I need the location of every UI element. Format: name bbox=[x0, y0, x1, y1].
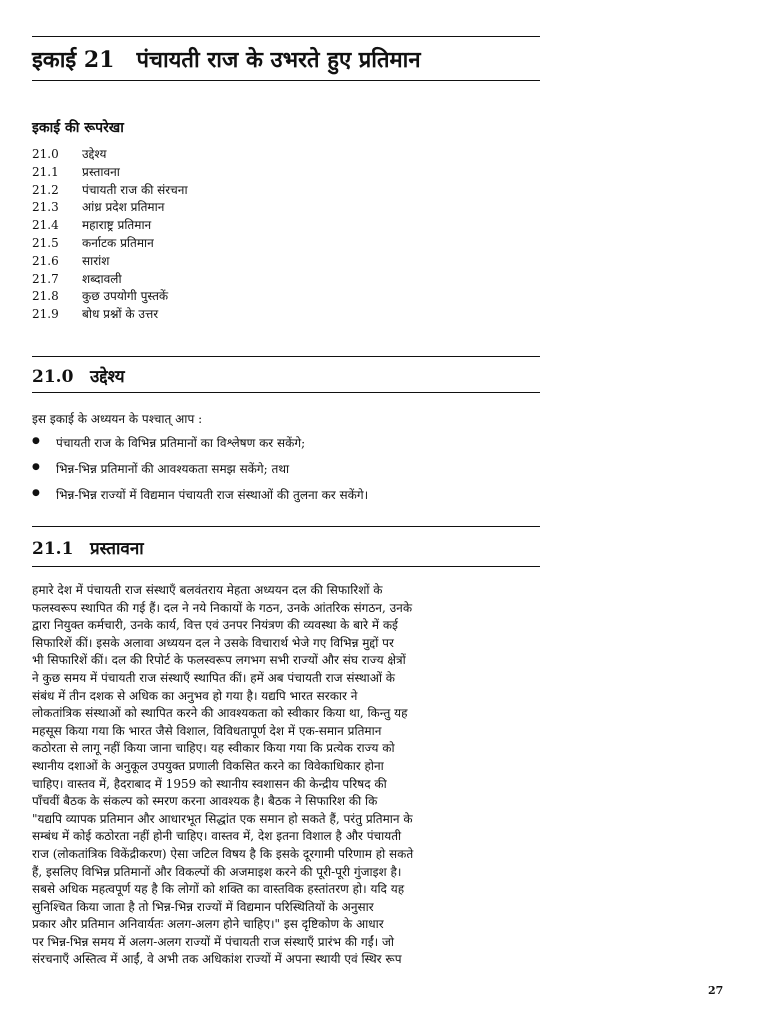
objectives-intro: इस इकाई के अध्ययन के पश्चात् आप : bbox=[32, 412, 203, 426]
paragraph-line: राज (लोकतांत्रिक विकेंद्रीकरण) ऐसा जटिल विषय है कि इसके दूरगामी परिणाम हो सकते bbox=[32, 846, 414, 861]
paragraph-line: सिफारिशें कीं। इसके अलावा अध्ययन दल ने उसके विचारार्थ भेजे गए विभिन्न मुद्दों पर bbox=[32, 635, 394, 650]
outline-item-label: कर्नाटक प्रतिमान bbox=[82, 235, 154, 250]
paragraph-line: स्थानीय दशाओं के अनुकूल उपयुक्त प्रणाली विकसित करने का विवेकाधिकार होना bbox=[32, 758, 384, 773]
outline-item-number: 21.2 bbox=[32, 182, 59, 197]
outline-item-number: 21.5 bbox=[32, 235, 59, 250]
outline-item-label: बोध प्रश्नों के उत्तर bbox=[82, 307, 159, 322]
outline-item-label: उद्देश्य bbox=[82, 147, 107, 161]
section-introduction-heading bbox=[32, 536, 144, 559]
outline-item-number: 21.6 bbox=[32, 253, 59, 268]
outline-item-label: पंचायती राज की संरचना bbox=[82, 182, 188, 197]
paragraph-line: लोकतांत्रिक संस्थाओं को स्थापित करने की आवश्यकता को स्वीकार किया था, किन्तु यह bbox=[32, 706, 408, 721]
paragraph-line: "यद्यपि व्यापक प्रतिमान और आधारभूत सिद्धांत एक समान हो सकते हैं, परंतु प्रतिमान के bbox=[32, 811, 413, 826]
paragraph-line: भी सिफारिशें कीं। दल की रिपोर्ट के फलस्वरूप लगभग सभी राज्यों और संघ राज्य क्षेत्रों bbox=[32, 653, 406, 668]
paragraph-line: हमारे देश में पंचायती राज संस्थाएँ बलवंतराय मेहता अध्ययन दल की सिफारिशों के bbox=[32, 583, 383, 597]
paragraph-line: पाँचवीं बैठक के संकल्प को स्मरण करना आवश्यक है। बैठक ने सिफारिश की कि bbox=[32, 794, 378, 809]
paragraph-line: हैं, इसलिए विभिन्न प्रतिमानों और विकल्पों की अजमाइश करने की पूरी-पूरी गुंजाइश है। bbox=[32, 864, 402, 879]
paragraph-line: प्रकार और प्रतिमान अनिवार्यतः अलग-अलग होने चाहिए।" इस दृष्टिकोण के आधार bbox=[32, 917, 384, 932]
outline-item-number: 21.9 bbox=[32, 307, 59, 322]
outline-item bbox=[32, 182, 188, 200]
section-objectives-heading bbox=[32, 364, 125, 387]
outline-item-label: प्रस्तावना bbox=[82, 164, 120, 179]
paragraph-line: महसूस किया गया कि भारत जैसे विशाल, विविधतापूर्ण देश में एक-समान प्रतिमान bbox=[32, 723, 382, 738]
objective-item bbox=[32, 434, 368, 460]
unit-number: इकाई 21 bbox=[32, 47, 115, 73]
outline-item-number: 21.4 bbox=[32, 218, 59, 233]
unit-title bbox=[32, 44, 540, 74]
objective-text: पंचायती राज के विभिन्न प्रतिमानों का विश्लेषण कर सकेंगे; bbox=[56, 436, 306, 450]
outline-item bbox=[32, 164, 188, 182]
outline-item-number: 21.8 bbox=[32, 289, 59, 304]
page-number: 27 bbox=[708, 984, 724, 997]
introduction-paragraph bbox=[32, 582, 542, 969]
outline-item-label: शब्दावली bbox=[82, 271, 122, 286]
paragraph-line: चाहिए। वास्तव में, हैदराबाद में 1959 को स्थानीय स्वशासन की केन्द्रीय परिषद की bbox=[32, 776, 387, 791]
title-bottom-rule bbox=[32, 80, 540, 81]
section-title: उद्देश्य bbox=[90, 367, 125, 387]
paragraph-line: कठोरता से लागू नहीं किया जाना चाहिए। यह स्वीकार किया गया कि प्रत्येक राज्य को bbox=[32, 741, 395, 756]
objective-text: भिन्न-भिन्न राज्यों में विद्यमान पंचायती राज संस्थाओं की तुलना कर सकेंगे। bbox=[56, 488, 369, 502]
outline-item-label: सारांश bbox=[82, 253, 110, 268]
section-objectives-top-rule bbox=[32, 356, 540, 357]
objectives-list bbox=[32, 434, 368, 512]
paragraph-line: संबंध में तीन दशक से अधिक का अनुभव हो गया है। यद्यपि भारत सरकार ने bbox=[32, 688, 358, 703]
objective-item bbox=[32, 486, 368, 512]
section-number: 21.1 bbox=[32, 539, 74, 559]
paragraph-line: सबसे अधिक महत्वपूर्ण यह है कि लोगों को शक्ति का वास्तविक हस्तांतरण हो। यदि यह bbox=[32, 882, 405, 897]
outline-item-label: कुछ उपयोगी पुस्तकें bbox=[82, 289, 169, 304]
bullet-icon: ● bbox=[32, 462, 40, 472]
paragraph-line: सुनिश्चित किया जाता है तो भिन्न-भिन्न राज्यों में विद्यमान परिस्थितियों के अनुसार bbox=[32, 899, 374, 914]
section-introduction-bottom-rule bbox=[32, 566, 540, 567]
outline-item bbox=[32, 306, 188, 324]
section-introduction-top-rule bbox=[32, 526, 540, 527]
outline-item bbox=[32, 288, 188, 306]
title-top-rule bbox=[32, 36, 540, 37]
paragraph-line: ने कुछ समय में पंचायती राज संस्थाएँ स्थापित कीं। हमें अब पंचायती राज संस्थाओं के bbox=[32, 670, 396, 685]
paragraph-line: फलस्वरूप स्थापित की गई हैं। दल ने नये निकायों के गठन, उनके आंतरिक संगठन, उनके bbox=[32, 600, 413, 615]
section-objectives-bottom-rule bbox=[32, 392, 540, 393]
unit-title-text: पंचायती राज के उभरते हुए प्रतिमान bbox=[136, 47, 421, 73]
bullet-icon: ● bbox=[32, 488, 40, 498]
outline-list bbox=[32, 146, 188, 324]
paragraph-line: संरचनाएँ अस्तित्व में आईं, वे अभी तक अधिकांश राज्यों में अपना स्थायी एवं स्थिर रूप bbox=[32, 952, 402, 967]
outline-item-number: 21.1 bbox=[32, 164, 59, 179]
paragraph-line: सम्बंध में कोई कठोरता नहीं होनी चाहिए। वास्तव में, देश इतना विशाल है और पंचायती bbox=[32, 829, 402, 844]
outline-item bbox=[32, 271, 188, 289]
outline-item bbox=[32, 146, 188, 164]
paragraph-line: पर भिन्न-भिन्न समय में अलग-अलग राज्यों में पंचायती राज संस्थाएँ प्रारंभ की गईं। जो bbox=[32, 934, 394, 949]
objective-item bbox=[32, 460, 368, 486]
outline-item bbox=[32, 217, 188, 235]
outline-item bbox=[32, 199, 188, 217]
objective-text: भिन्न-भिन्न प्रतिमानों की आवश्यकता समझ सकेंगे; तथा bbox=[56, 462, 290, 476]
section-title: प्रस्तावना bbox=[90, 539, 144, 559]
bullet-icon: ● bbox=[32, 436, 40, 446]
paragraph-line: द्वारा नियुक्त कर्मचारी, उनके कार्य, वित्त एवं उनपर नियंत्रण की व्यवस्था के बारे में कई bbox=[32, 618, 398, 633]
outline-item-label: महाराष्ट्र प्रतिमान bbox=[82, 218, 152, 233]
section-number: 21.0 bbox=[32, 367, 74, 387]
outline-item-number: 21.7 bbox=[32, 271, 59, 286]
outline-item-label: आंध्र प्रदेश प्रतिमान bbox=[82, 200, 165, 215]
outline-item bbox=[32, 253, 188, 271]
outline-heading: इकाई की रूपरेखा bbox=[32, 120, 124, 136]
outline-item-number: 21.0 bbox=[32, 147, 59, 161]
outline-item bbox=[32, 235, 188, 253]
outline-item-number: 21.3 bbox=[32, 200, 59, 215]
